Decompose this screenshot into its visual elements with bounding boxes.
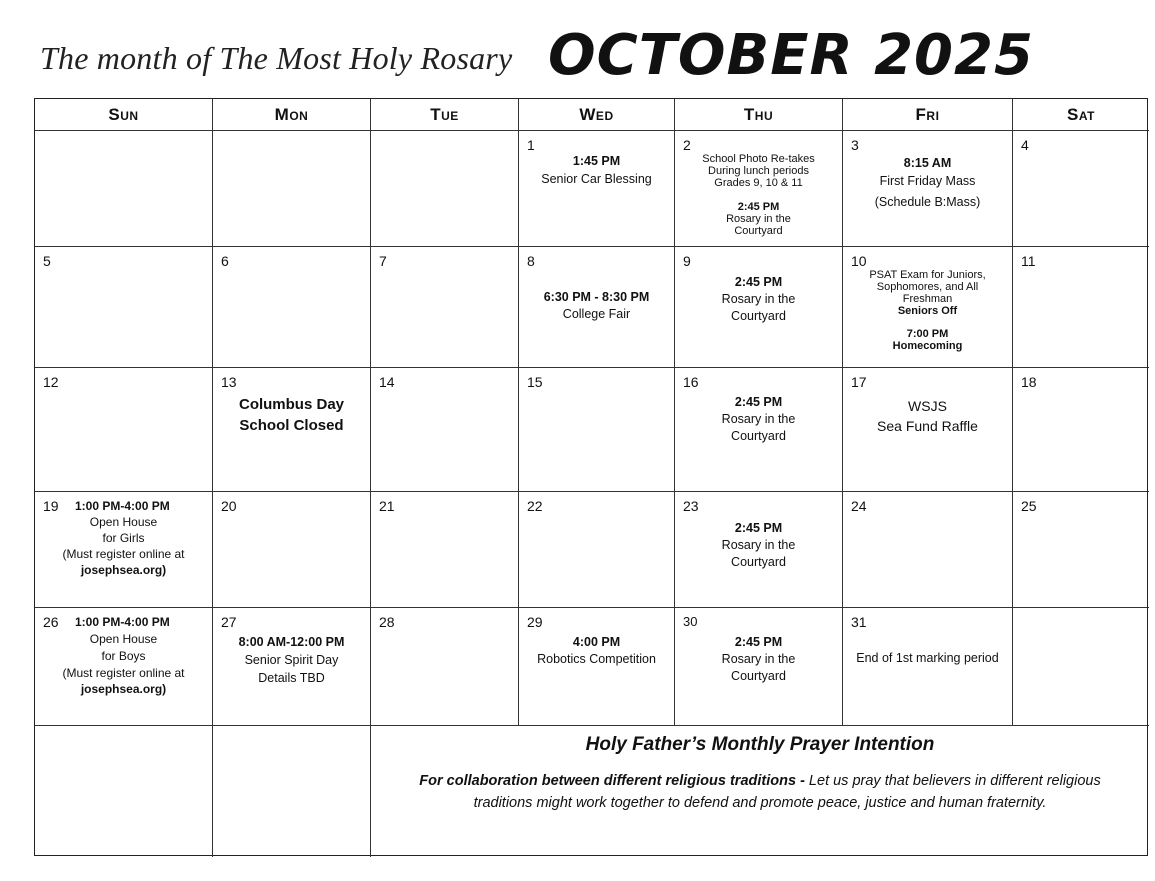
event-text: Open House [89,515,158,529]
event-time: 6:30 PM - 8:30 PM [543,290,650,304]
day-cell-empty [371,131,519,247]
day-cell-7 [371,247,519,368]
event-text: PSAT Exam for Juniors, [869,269,986,281]
event-text: Homecoming [892,340,963,352]
event-time: 2:45 PM [734,275,783,289]
event-time: 8:15 AM [903,156,952,170]
event-text: During lunch periods [708,165,809,177]
day-cell-17 [843,368,1013,492]
event-text: School Closed [239,417,344,434]
event-time: 7:00 PM [906,328,949,340]
event-time: 4:00 PM [572,635,621,649]
prayer-intention-box [371,726,1149,857]
day-number: 10 [851,253,867,269]
event-text: WSJS [908,398,947,414]
day-cell-3 [843,131,1013,247]
calendar-grid [34,98,1148,856]
day-number: 18 [1021,374,1037,390]
day-number: 5 [43,253,51,269]
event-time: 2:45 PM [734,395,783,409]
weekday-header-thu: Thu [675,99,843,131]
day-cell-10 [843,247,1013,368]
event-text: Senior Spirit Day [244,653,339,667]
day-number: 6 [221,253,229,269]
event-text: (Must register online at [62,547,185,561]
day-number: 25 [1021,498,1037,514]
calendar-title: OCTOBER 2025 [548,23,1034,88]
day-cell-9 [675,247,843,368]
day-number: 7 [379,253,387,269]
day-cell-4 [1013,131,1149,247]
day-number: 19 [43,498,59,514]
event-text: Senior Car Blessing [541,172,652,186]
event-text: josephsea.org) [80,563,167,577]
day-cell-8 [519,247,675,368]
event-time: 1:00 PM-4:00 PM [75,499,170,513]
day-cell-21 [371,492,519,608]
event-text: Sophomores, and All [876,281,979,293]
event-text: Details TBD [258,671,325,685]
day-number: 26 [43,614,59,630]
day-number: 3 [851,137,859,153]
day-number: 14 [379,374,395,390]
event-text: Courtyard [731,669,786,683]
event-text: Courtyard [734,225,783,237]
day-cell-15 [519,368,675,492]
weekday-header-sat: Sat [1013,99,1149,131]
calendar-subtitle: The month of The Most Holy Rosary [40,40,513,76]
weekday-header-fri: Fri [843,99,1013,131]
day-cell-16 [675,368,843,492]
weekday-header-mon: Mon [213,99,371,131]
event-time: 2:45 PM [734,521,783,535]
event-text: Rosary in the [721,292,796,306]
event-text: Rosary in the [721,412,796,426]
day-number: 12 [43,374,59,390]
day-cell-31 [843,608,1013,726]
day-cell-26 [35,608,213,726]
day-number: 30 [683,614,698,629]
event-text: Freshman [902,293,953,305]
day-cell-23 [675,492,843,608]
day-cell-28 [371,608,519,726]
day-cell-empty [213,726,371,857]
event-text: Robotics Competition [537,652,656,666]
event-time: 1:45 PM [572,154,621,168]
day-number: 15 [527,374,543,390]
day-number: 2 [683,137,691,153]
event-time: 2:45 PM [737,201,780,213]
event-text: Seniors Off [897,305,958,317]
day-cell-25 [1013,492,1149,608]
day-number: 28 [379,614,395,630]
event-text: for Boys [101,649,146,663]
day-number: 24 [851,498,867,514]
day-number: 17 [851,374,867,390]
event-text: Rosary in the [721,538,796,552]
day-number: 13 [221,374,237,390]
event-text: Sea Fund Raffle [877,418,978,434]
event-text: Grades 9, 10 & 11 [714,177,803,189]
event-time: 2:45 PM [734,635,783,649]
day-cell-empty [35,726,213,857]
event-text: Courtyard [731,429,786,443]
event-text: josephsea.org) [80,682,167,696]
event-text: Rosary in the [721,652,796,666]
day-number: 16 [683,374,699,390]
event-text: First Friday Mass [879,174,976,188]
prayer-intention-text [381,770,1139,814]
event-text: for Girls [102,531,145,545]
event-text: School Photo Re-takes [702,153,815,165]
day-number: 11 [1021,253,1036,269]
day-number: 29 [527,614,543,630]
prayer-intention-body-1: Let us pray that believers in different religious [804,773,1101,789]
event-text: College Fair [562,307,631,321]
event-text: Open House [89,632,158,646]
day-number: 9 [683,253,691,269]
day-number: 27 [221,614,237,630]
day-number: 23 [683,498,699,514]
day-cell-24 [843,492,1013,608]
day-cell-14 [371,368,519,492]
weekday-header-sun: Sun [35,99,213,131]
event-text: (Schedule B:Mass) [874,195,981,209]
day-cell-30 [675,608,843,726]
event-text: (Must register online at [62,666,185,680]
day-cell-22 [519,492,675,608]
day-cell-29 [519,608,675,726]
prayer-intention-body-2: traditions might work together to defend and promote peace, justice and human fraternity. [473,795,1047,811]
event-time: 1:00 PM-4:00 PM [75,615,170,629]
prayer-intention-lead: For collaboration between different religious traditions - [419,773,805,789]
day-cell-2 [675,131,843,247]
day-cell-12 [35,368,213,492]
day-number: 4 [1021,137,1029,153]
day-number: 20 [221,498,237,514]
day-cell-20 [213,492,371,608]
day-cell-11 [1013,247,1149,368]
day-cell-13 [213,368,371,492]
prayer-intention-title: Holy Father’s Monthly Prayer Intention [585,734,935,755]
day-cell-1 [519,131,675,247]
event-text: Columbus Day [238,396,344,413]
day-cell-19 [35,492,213,608]
day-cell-empty [213,131,371,247]
day-number: 31 [851,614,867,630]
day-cell-empty [35,131,213,247]
event-text: Courtyard [731,555,786,569]
day-cell-empty [1013,608,1149,726]
event-text: Courtyard [731,309,786,323]
event-time: 8:00 AM-12:00 PM [238,635,345,649]
day-cell-5 [35,247,213,368]
day-number: 8 [527,253,535,269]
day-cell-6 [213,247,371,368]
day-number: 22 [527,498,543,514]
day-number: 1 [527,137,535,153]
event-text: End of 1st marking period [856,651,999,665]
event-text: Rosary in the [726,213,791,225]
weekday-header-wed: Wed [519,99,675,131]
weekday-header-tue: Tue [371,99,519,131]
day-cell-27 [213,608,371,726]
day-number: 21 [379,498,395,514]
day-cell-18 [1013,368,1149,492]
